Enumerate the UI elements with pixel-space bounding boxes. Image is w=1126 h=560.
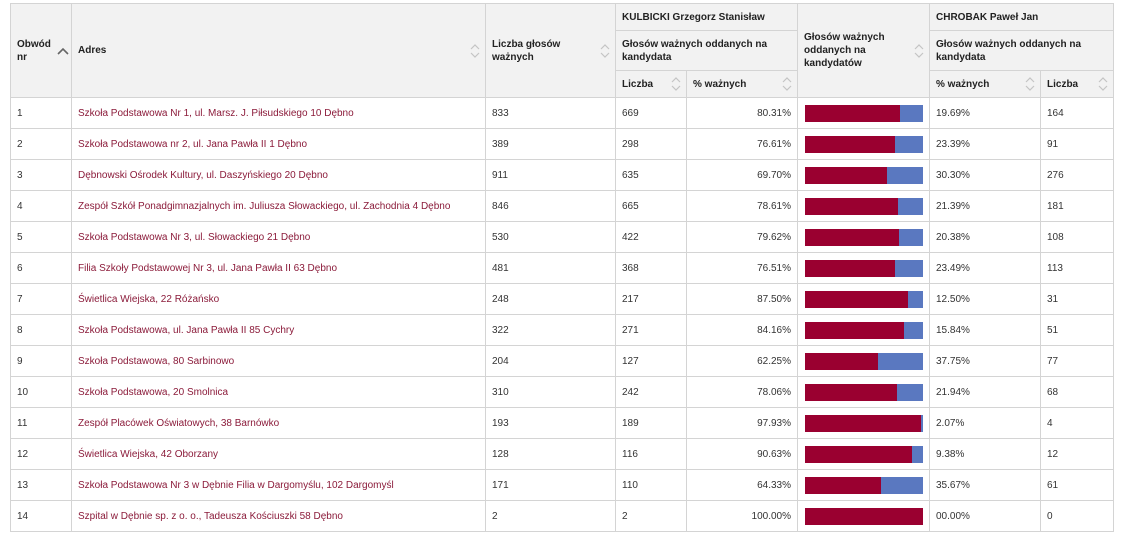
bar-segment-kulbicki (805, 508, 923, 525)
cell-adres-link[interactable]: Szkoła Podstawowa Nr 3, ul. Słowackiego 21 Dębno (72, 222, 486, 253)
cell-cand2-liczba: 91 (1041, 129, 1114, 160)
cand1-liczba-header[interactable] (616, 71, 687, 98)
cell-cand1-liczba: 242 (616, 377, 687, 408)
cell-obwod: 2 (11, 129, 72, 160)
cell-cand1-liczba: 368 (616, 253, 687, 284)
vote-share-bar (805, 322, 923, 339)
cell-wazne: 322 (486, 315, 616, 346)
vote-share-bar (805, 105, 923, 122)
vote-share-bar (805, 167, 923, 184)
cell-wazne: 310 (486, 377, 616, 408)
bar-segment-chrobak (904, 322, 923, 339)
bar-header[interactable] (798, 4, 930, 98)
vote-share-bar (805, 477, 923, 494)
cell-cand1-pct: 76.61% (687, 129, 798, 160)
cell-cand1-pct: 78.06% (687, 377, 798, 408)
cell-cand1-pct: 90.63% (687, 439, 798, 470)
cell-adres-link[interactable]: Szkoła Podstawowa, ul. Jana Pawła II 85 Cychry (72, 315, 486, 346)
cell-cand2-pct: 37.75% (930, 346, 1041, 377)
cand1-sub-header (616, 31, 798, 71)
cell-bar (798, 160, 930, 191)
cell-cand1-liczba: 127 (616, 346, 687, 377)
bar-segment-kulbicki (805, 322, 904, 339)
table-row (11, 191, 1114, 222)
cell-cand1-pct: 62.25% (687, 346, 798, 377)
cell-cand1-liczba: 271 (616, 315, 687, 346)
cell-wazne: 833 (486, 98, 616, 129)
table-row (11, 315, 1114, 346)
cell-cand2-pct: 23.49% (930, 253, 1041, 284)
table-row (11, 98, 1114, 129)
cand2-name: CHROBAK Paweł Jan (936, 11, 1039, 23)
cell-cand2-pct: 35.67% (930, 470, 1041, 501)
table-row (11, 346, 1114, 377)
cell-adres-link[interactable]: Szkoła Podstawowa Nr 3 w Dębnie Filia w Dargomyślu, 102 Dargomyśl (72, 470, 486, 501)
bar-segment-kulbicki (805, 167, 887, 184)
cell-wazne: 530 (486, 222, 616, 253)
cell-obwod: 9 (11, 346, 72, 377)
cell-bar (798, 501, 930, 532)
cell-obwod: 1 (11, 98, 72, 129)
col-adres-label: Adres (78, 45, 107, 56)
cell-adres-link[interactable]: Zespół Placówek Oświatowych, 38 Barnówko (72, 408, 486, 439)
bar-segment-chrobak (895, 136, 923, 153)
cell-cand2-pct: 2.07% (930, 408, 1041, 439)
cell-cand1-pct: 97.93% (687, 408, 798, 439)
bar-segment-kulbicki (805, 229, 899, 246)
bar-segment-chrobak (898, 198, 923, 215)
bar-segment-kulbicki (805, 477, 881, 494)
cell-cand1-pct: 78.61% (687, 191, 798, 222)
cell-cand2-pct: 21.94% (930, 377, 1041, 408)
cand2-sub-header (930, 31, 1114, 71)
cell-wazne: 204 (486, 346, 616, 377)
vote-share-bar (805, 291, 923, 308)
cell-cand2-liczba: 113 (1041, 253, 1114, 284)
sort-asc-icon[interactable] (56, 41, 70, 65)
cand1-name-header (616, 4, 798, 31)
cell-cand1-pct: 69.70% (687, 160, 798, 191)
cell-adres-link[interactable]: Szkoła Podstawowa nr 2, ul. Jana Pawła II 1 Dębno (72, 129, 486, 160)
cell-wazne: 846 (486, 191, 616, 222)
cell-bar (798, 98, 930, 129)
results-body (11, 98, 1114, 532)
cell-bar (798, 129, 930, 160)
cell-cand1-pct: 84.16% (687, 315, 798, 346)
bar-segment-kulbicki (805, 105, 900, 122)
bar-segment-chrobak (895, 260, 923, 277)
bar-segment-kulbicki (805, 198, 898, 215)
cell-cand2-pct: 21.39% (930, 191, 1041, 222)
sort-icon[interactable] (670, 74, 682, 94)
cell-cand2-liczba: 77 (1041, 346, 1114, 377)
vote-share-bar (805, 229, 923, 246)
sort-icon[interactable] (913, 41, 925, 61)
cell-adres-link[interactable]: Filia Szkoły Podstawowej Nr 3, ul. Jana Pawła II 63 Dębno (72, 253, 486, 284)
cell-adres-link[interactable]: Świetlica Wiejska, 22 Różańsko (72, 284, 486, 315)
cell-cand2-liczba: 68 (1041, 377, 1114, 408)
cell-cand1-liczba: 669 (616, 98, 687, 129)
cell-cand2-pct: 15.84% (930, 315, 1041, 346)
table-row (11, 253, 1114, 284)
cell-bar (798, 346, 930, 377)
cell-bar (798, 191, 930, 222)
cell-obwod: 10 (11, 377, 72, 408)
cell-cand1-liczba: 116 (616, 439, 687, 470)
bar-segment-chrobak (897, 384, 923, 401)
col-liczba-glosow-label: Liczba głosów ważnych (492, 38, 561, 63)
cell-cand1-pct: 80.31% (687, 98, 798, 129)
cell-cand1-liczba: 665 (616, 191, 687, 222)
cell-cand1-liczba: 635 (616, 160, 687, 191)
cand2-name-header (930, 4, 1114, 31)
cand2-sub: Głosów ważnych oddanych na kandydata (936, 38, 1082, 63)
cell-cand2-liczba: 181 (1041, 191, 1114, 222)
results-table (10, 3, 1114, 532)
cell-wazne: 481 (486, 253, 616, 284)
cell-cand2-liczba: 0 (1041, 501, 1114, 532)
cand2-pct-label: % ważnych (936, 78, 990, 90)
cand1-pct-label: % ważnych (693, 78, 747, 90)
bar-segment-chrobak (908, 291, 923, 308)
cell-cand1-pct: 87.50% (687, 284, 798, 315)
cell-obwod: 4 (11, 191, 72, 222)
bar-segment-chrobak (899, 229, 923, 246)
cell-wazne: 248 (486, 284, 616, 315)
cell-cand1-pct: 100.00% (687, 501, 798, 532)
vote-share-bar (805, 198, 923, 215)
cell-bar (798, 315, 930, 346)
cand2-liczba-label: Liczba (1047, 78, 1079, 90)
cell-cand2-liczba: 51 (1041, 315, 1114, 346)
vote-share-bar (805, 260, 923, 277)
bar-segment-chrobak (881, 477, 923, 494)
cell-bar (798, 470, 930, 501)
col-liczba-glosow-header[interactable] (486, 4, 616, 98)
sort-icon[interactable] (1097, 74, 1109, 94)
vote-share-bar (805, 384, 923, 401)
cell-cand2-liczba: 108 (1041, 222, 1114, 253)
cand1-sub: Głosów ważnych oddanych na kandydata (622, 38, 768, 63)
bar-segment-kulbicki (805, 353, 878, 370)
vote-share-bar (805, 415, 923, 432)
cell-adres-link[interactable]: Dębnowski Ośrodek Kultury, ul. Daszyńskiego 20 Dębno (72, 160, 486, 191)
cell-bar (798, 408, 930, 439)
cell-cand1-liczba: 298 (616, 129, 687, 160)
cell-obwod: 6 (11, 253, 72, 284)
cell-adres-link[interactable]: Szkoła Podstawowa, 20 Smolnica (72, 377, 486, 408)
bar-segment-kulbicki (805, 415, 921, 432)
cand1-name: KULBICKI Grzegorz Stanisław (622, 11, 765, 23)
bar-header-label: Głosów ważnych oddanych na kandydatów (804, 32, 885, 69)
col-obwod-header[interactable] (11, 4, 72, 98)
cell-obwod: 11 (11, 408, 72, 439)
cell-cand1-liczba: 189 (616, 408, 687, 439)
table-row (11, 284, 1114, 315)
sort-icon[interactable] (469, 41, 481, 61)
cell-bar (798, 253, 930, 284)
cell-wazne: 193 (486, 408, 616, 439)
cell-cand2-pct: 9.38% (930, 439, 1041, 470)
table-row (11, 439, 1114, 470)
cell-adres-link[interactable]: Szpital w Dębnie sp. z o. o., Tadeusza Kościuszki 58 Dębno (72, 501, 486, 532)
sort-icon[interactable] (1024, 74, 1036, 94)
table-row (11, 222, 1114, 253)
bar-segment-chrobak (921, 415, 923, 432)
bar-segment-kulbicki (805, 446, 912, 463)
cell-bar (798, 377, 930, 408)
cell-wazne: 171 (486, 470, 616, 501)
cell-adres-link[interactable]: Zespół Szkół Ponadgimnazjalnych im. Juliusza Słowackiego, ul. Zachodnia 4 Dębno (72, 191, 486, 222)
col-obwod-label: Obwód nr (17, 38, 51, 63)
cell-bar (798, 439, 930, 470)
bar-segment-kulbicki (805, 384, 897, 401)
cell-bar (798, 284, 930, 315)
table-row (11, 470, 1114, 501)
table-row (11, 129, 1114, 160)
bar-segment-chrobak (912, 446, 923, 463)
cell-obwod: 12 (11, 439, 72, 470)
bar-segment-chrobak (887, 167, 923, 184)
cell-obwod: 5 (11, 222, 72, 253)
cell-obwod: 13 (11, 470, 72, 501)
cell-cand1-pct: 64.33% (687, 470, 798, 501)
cell-cand1-pct: 76.51% (687, 253, 798, 284)
cell-bar (798, 222, 930, 253)
bar-segment-kulbicki (805, 260, 895, 277)
cell-wazne: 911 (486, 160, 616, 191)
cell-wazne: 128 (486, 439, 616, 470)
cell-cand2-pct: 12.50% (930, 284, 1041, 315)
cand2-liczba-header[interactable] (1041, 71, 1114, 98)
cell-wazne: 2 (486, 501, 616, 532)
bar-segment-kulbicki (805, 291, 908, 308)
cell-cand2-pct: 23.39% (930, 129, 1041, 160)
vote-share-bar (805, 353, 923, 370)
cell-adres-link[interactable]: Świetlica Wiejska, 42 Oborzany (72, 439, 486, 470)
table-row (11, 160, 1114, 191)
table-row (11, 501, 1114, 532)
vote-share-bar (805, 508, 923, 525)
cell-cand1-liczba: 217 (616, 284, 687, 315)
bar-segment-kulbicki (805, 136, 895, 153)
cell-cand1-liczba: 422 (616, 222, 687, 253)
cell-obwod: 14 (11, 501, 72, 532)
cell-obwod: 7 (11, 284, 72, 315)
sort-icon[interactable] (781, 74, 793, 94)
cell-cand2-pct: 20.38% (930, 222, 1041, 253)
cell-adres-link[interactable]: Szkoła Podstawowa Nr 1, ul. Marsz. J. Piłsudskiego 10 Dębno (72, 98, 486, 129)
cell-cand2-liczba: 61 (1041, 470, 1114, 501)
col-adres-header[interactable] (72, 4, 486, 98)
cell-cand1-liczba: 2 (616, 501, 687, 532)
cell-cand2-pct: 19.69% (930, 98, 1041, 129)
cell-adres-link[interactable]: Szkoła Podstawowa, 80 Sarbinowo (72, 346, 486, 377)
cell-cand2-pct: 00.00% (930, 501, 1041, 532)
vote-share-bar (805, 136, 923, 153)
cell-cand1-pct: 79.62% (687, 222, 798, 253)
cell-obwod: 8 (11, 315, 72, 346)
cell-cand2-liczba: 31 (1041, 284, 1114, 315)
cell-cand2-liczba: 4 (1041, 408, 1114, 439)
table-row (11, 408, 1114, 439)
cell-wazne: 389 (486, 129, 616, 160)
cell-cand1-liczba: 110 (616, 470, 687, 501)
vote-share-bar (805, 446, 923, 463)
table-row (11, 377, 1114, 408)
cell-cand2-liczba: 276 (1041, 160, 1114, 191)
cand1-pct-header[interactable] (687, 71, 798, 98)
cand2-pct-header[interactable] (930, 71, 1041, 98)
cell-cand2-pct: 30.30% (930, 160, 1041, 191)
sort-icon[interactable] (599, 41, 611, 61)
cell-obwod: 3 (11, 160, 72, 191)
cell-cand2-liczba: 12 (1041, 439, 1114, 470)
bar-segment-chrobak (900, 105, 923, 122)
cell-cand2-liczba: 164 (1041, 98, 1114, 129)
bar-segment-chrobak (878, 353, 923, 370)
cand1-liczba-label: Liczba (622, 78, 654, 90)
